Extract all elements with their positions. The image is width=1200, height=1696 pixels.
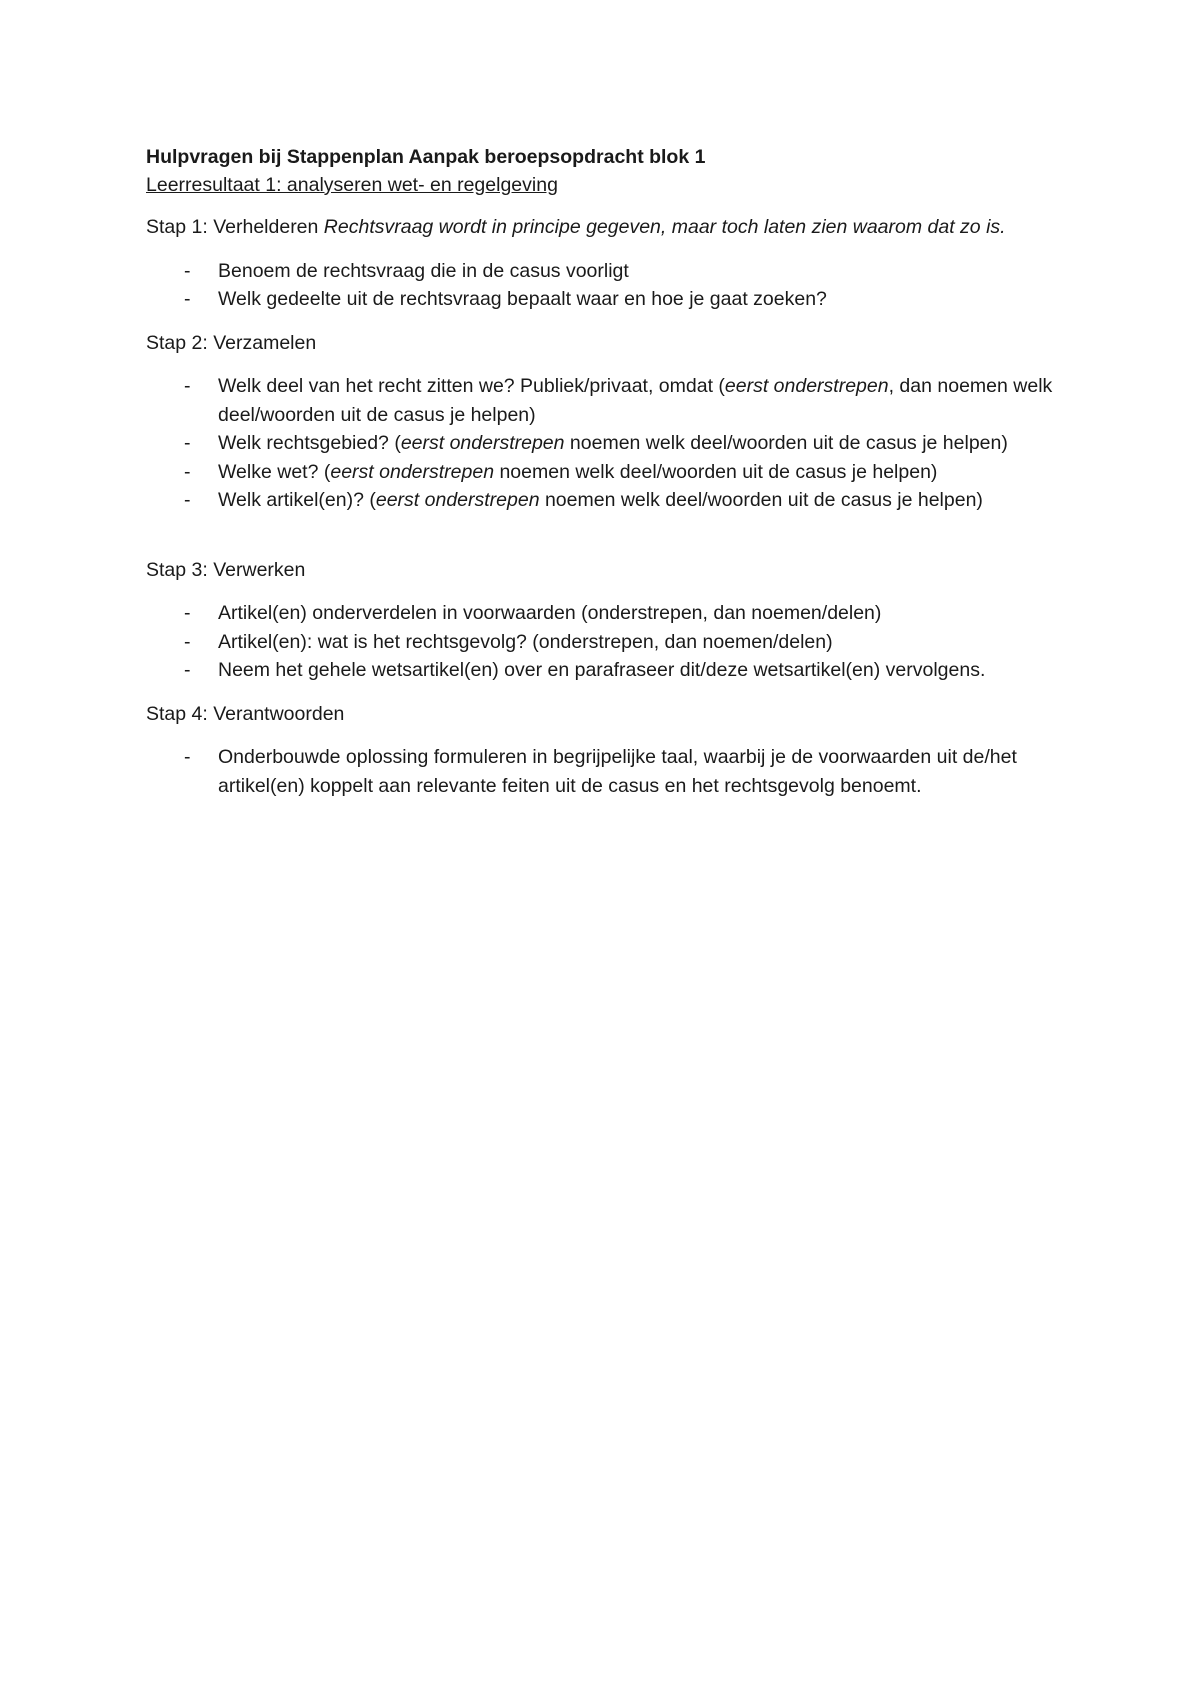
spacer [146,530,1066,556]
list-item-text: Onderbouwde oplossing formuleren in begrijpelijke taal, waarbij je de voorwaarden uit de/het artikel(en) koppelt aan relevante feiten uit de casus en het rechtsgevolg benoemt. [218,746,1017,797]
list-item-text: Benoem de rechtsvraag die in de casus voorligt [218,259,629,282]
list-item-text-a: Welk deel van het recht zitten we? Publiek/privaat, omdat ( [218,375,725,397]
bullet-dash: - [184,259,191,282]
list-item [146,372,1066,429]
list-item-text: Artikel(en) onderverdelen in voorwaarden (onderstrepen, dan noemen/delen) [218,602,882,624]
bullet-dash: - [184,489,191,511]
list-item [146,458,1066,487]
step-2-list [146,372,1066,515]
bullet-dash: - [184,288,191,310]
list-item-emphasis: eerst onderstrepen [400,432,565,454]
list-item-text-a: Welk artikel(en)? ( [218,489,376,511]
list-item [146,656,1066,685]
list-item [146,429,1066,458]
list-item-text-b: , dan noemen welk deel/woorden uit de casus je helpen) [218,375,1053,426]
bullet-dash: - [184,746,191,768]
list-item-text: Neem het gehele wetsartikel(en) over en parafraseer dit/deze wetsartikel(en) vervolgens. [218,659,986,681]
step-1-heading [146,213,1066,242]
document-title: Hulpvragen bij Stappenplan Aanpak beroepsopdracht blok 1 [146,146,706,168]
step-4-heading: Stap 4: Verantwoorden [146,702,345,725]
list-item-text-b: noemen welk deel/woorden uit de casus je helpen) [494,460,938,483]
list-item-text: Welk gedeelte uit de rechtsvraag bepaalt waar en hoe je gaat zoeken? [218,288,827,310]
list-item-text-a: Welke wet? ( [218,460,331,483]
list-item-text-a: Welk rechtsgebied? ( [218,432,401,454]
list-item [146,486,1066,515]
list-item [146,285,1066,314]
step-3-list [146,599,1066,685]
step-3-heading: Stap 3: Verwerken [146,558,306,581]
list-item [146,257,1066,286]
step-1-note: Rechtsvraag wordt in principe gegeven, maar toch laten zien waarom dat zo is. [323,216,1006,238]
bullet-dash: - [184,460,191,483]
list-item-emphasis: eerst onderstrepen [330,460,495,483]
list-item-emphasis: eerst onderstrepen [375,489,540,511]
list-item-text-b: noemen welk deel/woorden uit de casus je helpen) [564,432,1008,454]
document-subtitle: Leerresultaat 1: analyseren wet- en regelgeving [146,174,558,196]
step-1-list [146,257,1066,314]
list-item [146,743,1066,800]
bullet-dash: - [184,659,191,681]
bullet-dash: - [184,375,191,397]
list-item [146,628,1066,657]
list-item [146,599,1066,628]
bullet-dash: - [184,432,191,454]
document-page [146,143,1066,815]
step-2-heading: Stap 2: Verzamelen [146,331,317,354]
list-item-emphasis: eerst onderstrepen [724,375,889,397]
step-1-title: Stap 1: Verhelderen [146,216,324,238]
list-item-text-b: noemen welk deel/woorden uit de casus je helpen) [539,489,983,511]
bullet-dash: - [184,630,191,653]
step-4-list [146,743,1066,800]
list-item-text: Artikel(en): wat is het rechtsgevolg? (onderstrepen, dan noemen/delen) [218,630,833,653]
bullet-dash: - [184,602,191,624]
